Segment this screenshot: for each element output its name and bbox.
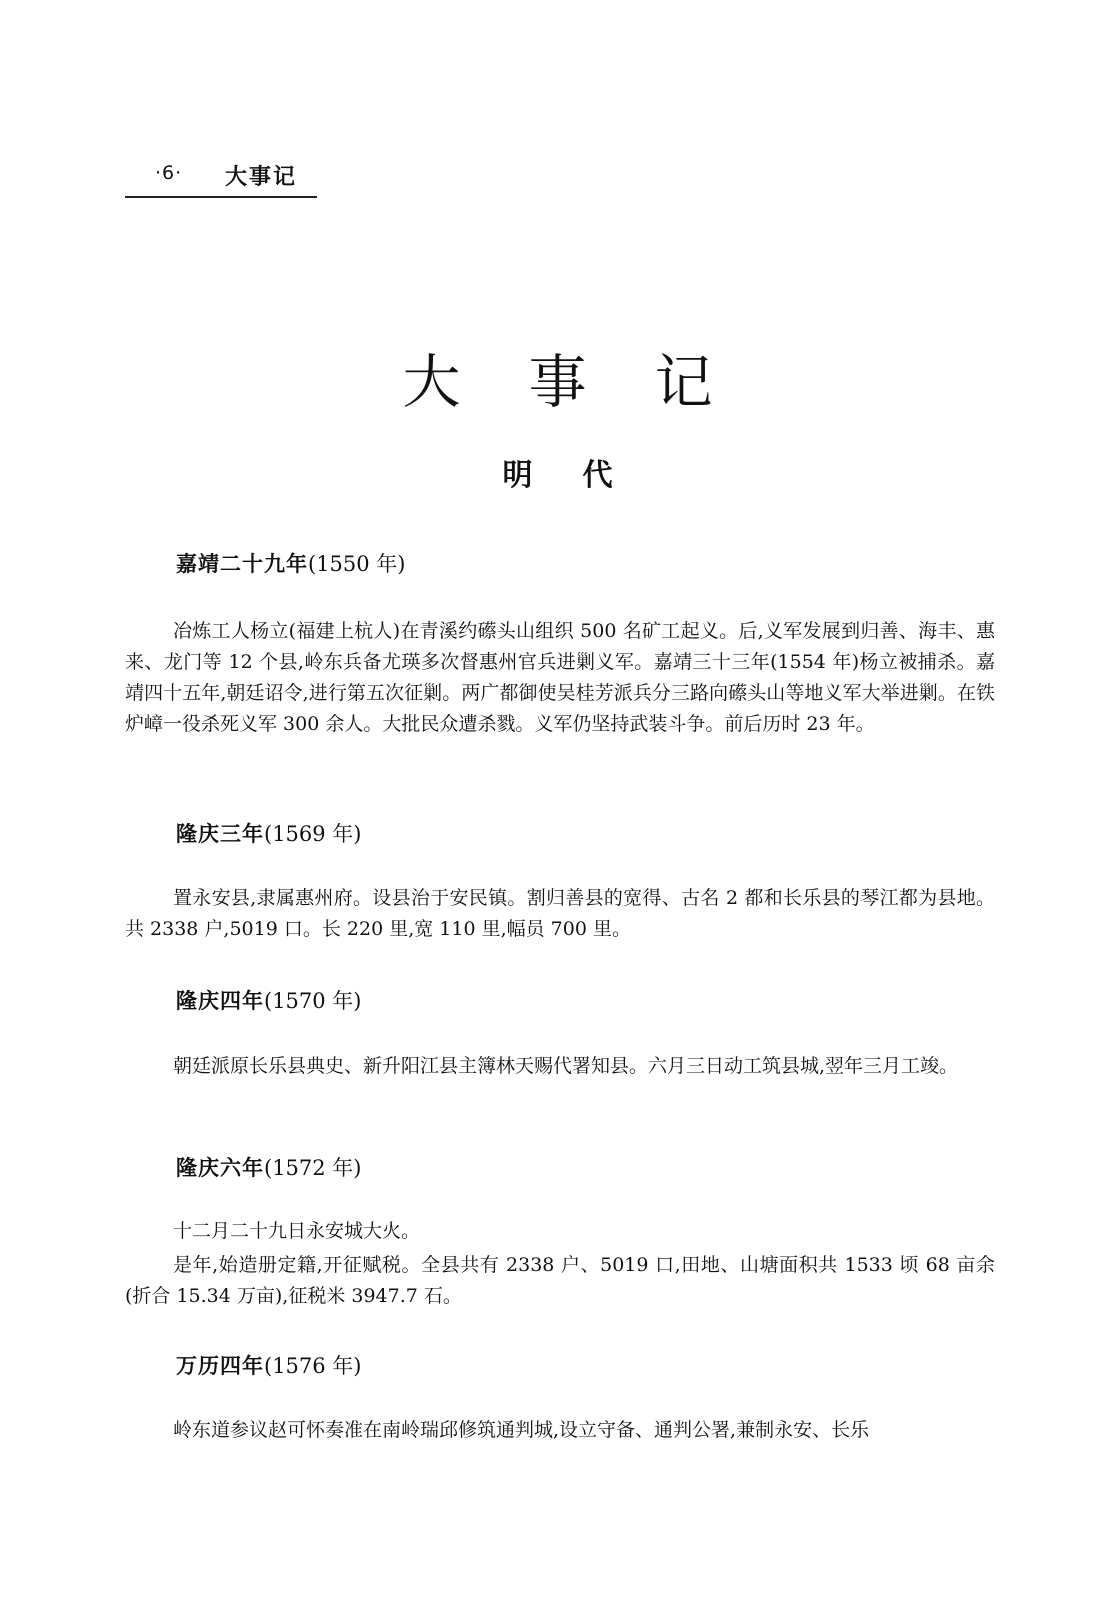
entry-paragraph: 是年,始造册定籍,开征赋税。全县共有 2338 户、5019 口,田地、山塘面积共 1533 顷 68 亩余(折合 15.34 万亩),征税米 3947.7 石。 bbox=[125, 1254, 995, 1307]
entry-heading bbox=[176, 548, 406, 578]
entry-year: (1572 年) bbox=[264, 1156, 362, 1180]
entry-year: (1576 年) bbox=[264, 1354, 362, 1378]
page-title: 大事记 bbox=[402, 348, 781, 416]
entry-paragraph: 十二月二十九日永安城大火。 bbox=[173, 1220, 421, 1242]
running-head-title: 大事记 bbox=[225, 165, 298, 190]
entry-era: 隆庆六年 bbox=[176, 1156, 264, 1180]
entry-heading bbox=[176, 1350, 362, 1380]
entry-year: (1550 年) bbox=[308, 552, 406, 576]
entry-paragraph: 岭东道参议赵可怀奏准在南岭瑞邱修筑通判城,设立守备、通判公署,兼制永安、长乐 bbox=[173, 1419, 870, 1441]
entry-heading bbox=[176, 818, 362, 848]
entry-era: 隆庆四年 bbox=[176, 989, 264, 1013]
entry-heading bbox=[176, 985, 362, 1015]
entry-paragraph: 朝廷派原长乐县典史、新升阳江县主簿林天赐代署知县。六月三日动工筑县城,翌年三月工竣。 bbox=[173, 1055, 959, 1077]
entry-year: (1570 年) bbox=[264, 989, 362, 1013]
entry-paragraph: 置永安县,隶属惠州府。设县治于安民镇。割归善县的宽得、古名 2 都和长乐县的琴江都为县地。共 2338 户,5019 口。长 220 里,宽 110 里,幅员 700 里。 bbox=[125, 887, 995, 940]
entry-paragraph: 冶炼工人杨立(福建上杭人)在青溪约礤头山组织 500 名矿工起义。后,义军发展到归善、海丰、惠来、龙门等 12 个县,岭东兵备尤瑛多次督惠州官兵进剿义军。嘉靖三十三年(1554 年)杨立被捕杀。嘉靖四十五年,朝廷诏令,进行第五次征剿。两广都御使吴桂芳派兵分三路向礤头山等地义军大举进剿。在铁炉嶂一役杀死义军 300 余人。大批民众遭杀戮。义军仍坚持武装斗争。前后历时 23 年。 bbox=[125, 620, 995, 735]
entry-era: 嘉靖二十九年 bbox=[176, 552, 308, 576]
running-head bbox=[125, 158, 317, 198]
page-number: ·6· bbox=[155, 162, 183, 184]
entry-year: (1569 年) bbox=[264, 822, 362, 846]
section-heading: 明代 bbox=[502, 458, 663, 493]
entry-era: 隆庆三年 bbox=[176, 822, 264, 846]
entry-heading bbox=[176, 1152, 362, 1182]
entry-era: 万历四年 bbox=[176, 1354, 264, 1378]
